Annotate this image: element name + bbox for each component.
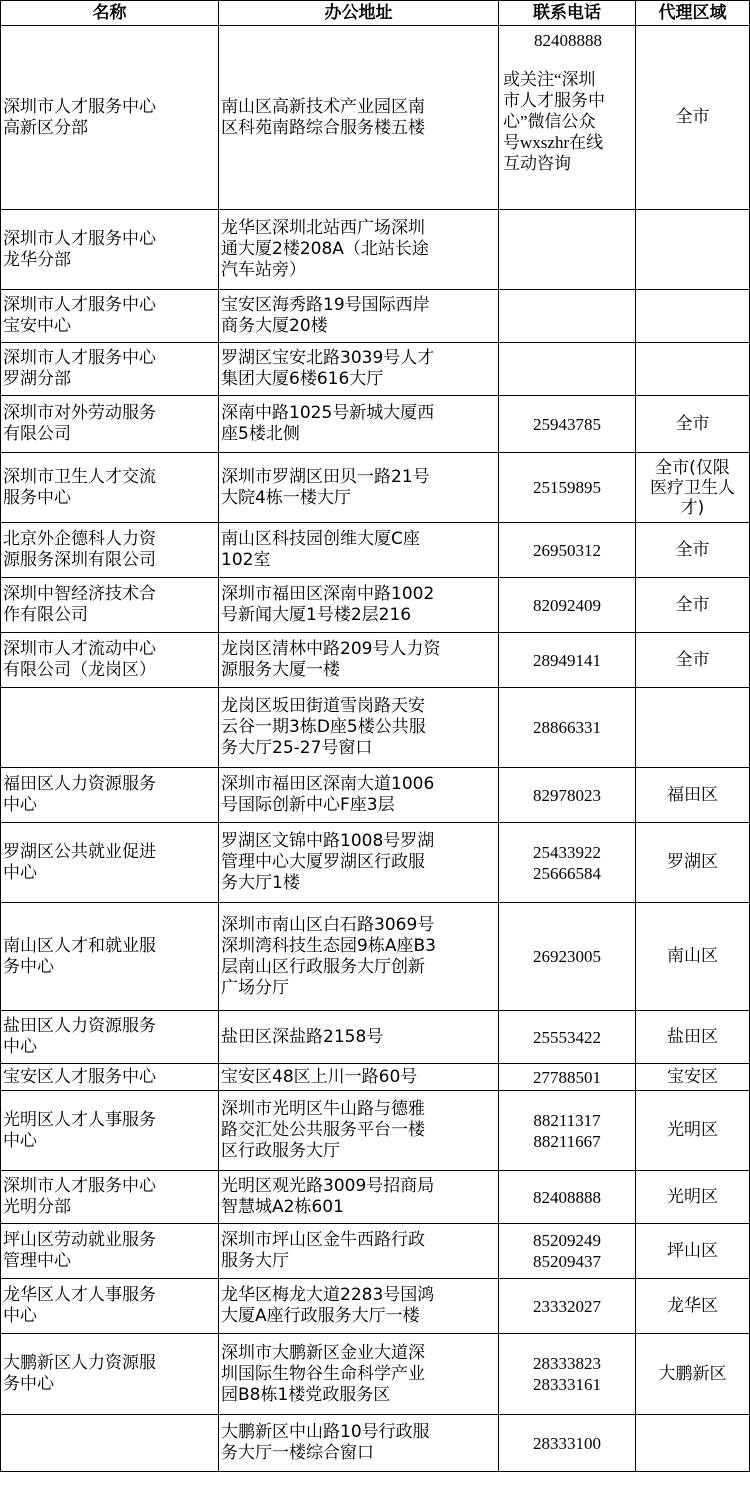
cell-line: 25943785	[533, 414, 601, 434]
cell-line: 大鹏新区中山路10号行政服	[221, 1422, 430, 1442]
cell-phone	[499, 210, 636, 290]
cell-address	[219, 343, 499, 396]
table-body	[1, 26, 750, 1472]
cell-line: 深圳市罗湖区田贝一路21号	[221, 466, 430, 487]
cell-address	[219, 578, 499, 633]
cell-line: 82978023	[533, 785, 601, 805]
cell-line: 全市	[675, 594, 710, 615]
cell-address	[219, 1279, 499, 1334]
cell-line: 福田区人力资源服务	[3, 774, 156, 794]
cell-line: 全市	[675, 649, 710, 670]
cell-line: 盐田区人力资源服务	[3, 1016, 156, 1036]
cell-line: 大院4栋一楼大厅	[221, 487, 351, 508]
cell-line: 全市	[675, 107, 710, 127]
cell-line: 深圳市福田区深南中路1002	[221, 584, 435, 604]
cell-area	[636, 453, 750, 523]
cell-line: 龙华分部	[3, 249, 71, 270]
cell-line: 圳国际生物谷生命科学产业	[221, 1363, 425, 1384]
cell-line: 管理中心大厦罗湖区行政服	[221, 852, 425, 872]
cell-line: 商务大厦20楼	[221, 316, 328, 336]
cell-line: 深圳市卫生人才交流	[3, 466, 156, 487]
cell-address	[219, 210, 499, 290]
cell-area	[636, 26, 750, 210]
cell-line: 28333823	[533, 1354, 601, 1373]
table-row	[1, 578, 750, 633]
phone-note-line: 市人才服务中	[503, 91, 605, 110]
table-row	[1, 343, 750, 396]
cell-line: 源服务深圳有限公司	[3, 550, 156, 570]
table-row	[1, 1224, 750, 1279]
cell-line: 深圳市人才服务中心	[3, 348, 156, 368]
cell-line: 龙华区梅龙大道2283号国鸿	[221, 1285, 435, 1305]
cell-phone	[499, 1224, 636, 1279]
cell-line: 光明分部	[3, 1197, 71, 1217]
table-row	[1, 633, 750, 688]
cell-line: 高新区分部	[3, 117, 88, 138]
phone-note-line: 号wxszhr在线	[503, 133, 604, 152]
cell-line: 28333161	[533, 1375, 601, 1394]
cell-phone	[499, 1064, 636, 1091]
cell-phone	[499, 453, 636, 523]
cell-phone	[499, 290, 636, 343]
cell-line: 务中心	[3, 956, 54, 977]
cell-line: 园B8栋1楼党政服务区	[221, 1384, 391, 1405]
table-row	[1, 1011, 750, 1064]
cell-line: 区行政服务大厅	[221, 1141, 340, 1161]
cell-line: 务大厅一楼综合窗口	[221, 1443, 374, 1463]
column-header-address: 办公地址	[219, 1, 499, 26]
cell-line: 务大厅1楼	[221, 873, 300, 893]
cell-line: 85209249	[533, 1231, 601, 1250]
cell-area	[636, 823, 750, 903]
cell-line: 光明区人才人事服务	[3, 1109, 156, 1130]
cell-line: 中心	[3, 1037, 37, 1057]
cell-line: 管理中心	[3, 1251, 71, 1271]
cell-phone	[499, 1091, 636, 1171]
cell-line: 深圳市人才服务中心	[3, 96, 156, 117]
column-header-phone: 联系电话	[499, 1, 636, 26]
cell-address	[219, 823, 499, 903]
cell-line: 宝安区海秀路19号国际西岸	[221, 295, 430, 315]
cell-line: 中心	[3, 1130, 37, 1151]
cell-line: 南山区	[667, 946, 718, 966]
cell-line: 宝安区	[667, 1066, 718, 1087]
cell-line: 罗湖区公共就业促进	[3, 841, 156, 862]
cell-line: 盐田区深盐路2158号	[221, 1026, 384, 1047]
cell-line: 南山区科技园创维大厦C座	[221, 529, 420, 549]
cell-line: 28949141	[533, 650, 601, 670]
cell-address	[219, 768, 499, 823]
cell-line: 龙华区人才人事服务	[3, 1285, 156, 1305]
cell-line: 深圳市人才服务中心	[3, 228, 156, 249]
cell-area	[636, 578, 750, 633]
cell-line: 大鹏新区	[658, 1363, 727, 1384]
cell-line: 龙岗区坂田街道雪岗路天安	[221, 696, 425, 716]
cell-line: 层南山区行政服务大厅创新	[221, 956, 425, 977]
cell-phone	[499, 1011, 636, 1064]
cell-area	[636, 1091, 750, 1171]
cell-address	[219, 1064, 499, 1091]
cell-line: 深圳湾科技生态园9栋A座B3	[221, 935, 436, 956]
cell-line: 龙岗区清林中路209号人力资	[221, 639, 441, 659]
cell-phone	[499, 1334, 636, 1415]
table-row	[1, 1415, 750, 1472]
cell-line: 号新闻大厦1号楼2层216	[221, 605, 412, 625]
phone-note-line: 互动咨询	[503, 154, 571, 173]
cell-line: 路交汇处公共服务平台一楼	[221, 1120, 425, 1140]
cell-phone	[499, 523, 636, 578]
phone-number: 82408888	[534, 31, 602, 50]
cell-name	[1, 1224, 219, 1279]
cell-line: 坪山区劳动就业服务	[3, 1230, 156, 1250]
table-row	[1, 1064, 750, 1091]
cell-area	[636, 343, 750, 396]
phone-note-line: 心”微信公众	[503, 112, 596, 131]
cell-line: 宝安中心	[3, 316, 71, 336]
cell-line: 光明区观光路3009号招商局	[221, 1176, 435, 1196]
cell-line: 102室	[221, 550, 271, 570]
cell-line: 罗湖区	[667, 852, 718, 872]
cell-phone	[499, 823, 636, 903]
column-header-area: 代理区域	[636, 1, 750, 26]
cell-line: 28333100	[533, 1433, 601, 1453]
table-row	[1, 1091, 750, 1171]
cell-line: 区科苑南路综合服务楼五楼	[221, 117, 425, 138]
cell-name	[1, 1091, 219, 1171]
cell-line: 广场分厅	[221, 977, 289, 998]
cell-address	[219, 523, 499, 578]
cell-line: 27788501	[533, 1067, 601, 1087]
cell-address	[219, 903, 499, 1011]
cell-name	[1, 523, 219, 578]
cell-phone	[499, 578, 636, 633]
cell-name	[1, 903, 219, 1011]
cell-line: 82092409	[533, 595, 601, 615]
cell-line: 南山区人才和就业服	[3, 935, 156, 956]
cell-address	[219, 1415, 499, 1472]
cell-phone	[499, 688, 636, 768]
cell-line: 深圳市人才流动中心	[3, 639, 156, 659]
cell-line: 深圳市光明区牛山路与德雅	[221, 1099, 425, 1119]
cell-name	[1, 688, 219, 768]
cell-phone	[499, 1279, 636, 1334]
cell-line: 集团大厦6楼616大厅	[221, 369, 384, 389]
cell-line: 25433922	[533, 842, 601, 862]
cell-phone	[499, 1171, 636, 1224]
cell-line: 智慧城A2栋601	[221, 1197, 344, 1217]
cell-line: 医疗卫生人	[650, 477, 735, 498]
cell-name	[1, 290, 219, 343]
cell-line: 服务中心	[3, 487, 71, 508]
cell-address	[219, 1011, 499, 1064]
table-row	[1, 396, 750, 453]
cell-line: 作有限公司	[3, 605, 88, 625]
cell-line: 通大厦2楼208A（北站长途	[221, 239, 429, 259]
cell-line: 25666584	[533, 863, 601, 883]
table-row	[1, 1171, 750, 1224]
cell-name	[1, 1279, 219, 1334]
cell-name	[1, 343, 219, 396]
cell-area	[636, 633, 750, 688]
cell-line: 82408888	[533, 1187, 601, 1207]
cell-address	[219, 453, 499, 523]
cell-area	[636, 210, 750, 290]
cell-line: 龙华区深圳北站西广场深圳	[221, 218, 425, 238]
cell-address	[219, 26, 499, 210]
cell-area	[636, 1415, 750, 1472]
cell-line: 88211667	[533, 1131, 601, 1151]
cell-line: 深圳中智经济技术合	[3, 584, 156, 604]
cell-line: 全市(仅限	[655, 457, 730, 478]
cell-line: 罗湖区文锦中路1008号罗湖	[221, 831, 435, 851]
cell-address	[219, 1334, 499, 1415]
cell-area	[636, 1171, 750, 1224]
cell-line: 23332027	[533, 1296, 601, 1316]
cell-phone	[499, 1415, 636, 1472]
cell-name	[1, 633, 219, 688]
cell-line: 才)	[680, 497, 705, 518]
cell-area	[636, 688, 750, 768]
table-row	[1, 1334, 750, 1415]
cell-line: 26950312	[533, 540, 601, 560]
cell-address	[219, 1091, 499, 1171]
cell-line: 盐田区	[667, 1026, 718, 1047]
cell-line: 号国际创新中心F座3层	[221, 795, 395, 815]
cell-name	[1, 1064, 219, 1091]
cell-line: 中心	[3, 795, 37, 815]
cell-name	[1, 26, 219, 210]
cell-phone	[499, 768, 636, 823]
cell-phone	[499, 26, 636, 210]
cell-line: 汽车站旁）	[221, 260, 306, 280]
cell-line: 务中心	[3, 1374, 54, 1394]
cell-name	[1, 453, 219, 523]
header-row	[1, 1, 750, 26]
table-row	[1, 903, 750, 1011]
cell-name	[1, 768, 219, 823]
cell-phone	[499, 343, 636, 396]
cell-area	[636, 768, 750, 823]
cell-name	[1, 1171, 219, 1224]
cell-line: 中心	[3, 1306, 37, 1326]
table-row	[1, 823, 750, 903]
cell-line: 88211317	[533, 1110, 601, 1130]
cell-line: 务大厅25-27号窗口	[221, 738, 373, 758]
cell-area	[636, 1279, 750, 1334]
cell-line: 罗湖区宝安北路3039号人才	[221, 348, 435, 368]
cell-line: 大鹏新区人力资源服	[3, 1353, 156, 1373]
cell-line: 深圳市人才服务中心	[3, 295, 156, 315]
table-row	[1, 688, 750, 768]
cell-line: 龙华区	[667, 1295, 718, 1316]
cell-name	[1, 396, 219, 453]
table-row	[1, 768, 750, 823]
cell-line: 深圳市对外劳动服务	[3, 403, 156, 423]
cell-line: 坪山区	[667, 1240, 718, 1261]
phone-note-line: 或关注“深圳	[503, 70, 596, 89]
cell-line: 源服务大厦一楼	[221, 660, 340, 680]
cell-name	[1, 1415, 219, 1472]
cell-line: 座5楼北侧	[221, 424, 300, 444]
cell-line: 深圳市南山区白石路3069号	[221, 914, 435, 935]
cell-area	[636, 523, 750, 578]
cell-name	[1, 823, 219, 903]
cell-line: 宝安区48区上川一路60号	[221, 1066, 418, 1087]
cell-area	[636, 1224, 750, 1279]
cell-line: 宝安区人才服务中心	[3, 1066, 156, 1087]
cell-line: 深圳市福田区深南大道1006	[221, 774, 435, 794]
cell-area	[636, 290, 750, 343]
cell-phone	[499, 903, 636, 1011]
cell-line: 服务大厅	[221, 1251, 289, 1271]
cell-phone	[499, 633, 636, 688]
cell-area	[636, 1064, 750, 1091]
table-row	[1, 523, 750, 578]
cell-name	[1, 578, 219, 633]
cell-address	[219, 688, 499, 768]
cell-address	[219, 396, 499, 453]
cell-area	[636, 903, 750, 1011]
column-header-name: 名称	[1, 1, 219, 26]
cell-line: 26923005	[533, 947, 601, 966]
cell-area	[636, 1011, 750, 1064]
cell-line: 全市	[675, 413, 710, 434]
cell-area	[636, 1334, 750, 1415]
cell-line: 光明区	[667, 1120, 718, 1140]
cell-line: 大厦A座行政服务大厅一楼	[221, 1306, 420, 1326]
cell-line: 有限公司	[3, 424, 71, 444]
cell-name	[1, 1334, 219, 1415]
table-row	[1, 210, 750, 290]
table-row	[1, 453, 750, 523]
cell-line: 25553422	[533, 1027, 601, 1047]
cell-line: 深圳市大鹏新区金业大道深	[221, 1342, 425, 1363]
cell-address	[219, 633, 499, 688]
cell-line: 全市	[675, 539, 710, 560]
cell-phone	[499, 396, 636, 453]
cell-line: 北京外企德科人力资	[3, 529, 156, 549]
cell-name	[1, 210, 219, 290]
cell-line: 深圳市坪山区金牛西路行政	[221, 1230, 425, 1250]
cell-address	[219, 1224, 499, 1279]
cell-line: 光明区	[667, 1186, 718, 1207]
cell-line: 深南中路1025号新城大厦西	[221, 403, 435, 423]
cell-line: 85209437	[533, 1252, 601, 1271]
cell-area	[636, 396, 750, 453]
cell-address	[219, 1171, 499, 1224]
cell-line: 有限公司（龙岗区）	[3, 660, 156, 680]
cell-line: 罗湖分部	[3, 369, 71, 389]
table-row	[1, 290, 750, 343]
cell-line: 25159895	[533, 478, 601, 497]
cell-line: 南山区高新技术产业园区南	[221, 96, 425, 117]
cell-line: 28866331	[533, 718, 601, 737]
table-row	[1, 1279, 750, 1334]
cell-name	[1, 1011, 219, 1064]
cell-line: 云谷一期3栋D座5楼公共服	[221, 717, 426, 737]
cell-address	[219, 290, 499, 343]
cell-line: 福田区	[667, 784, 718, 805]
cell-line: 深圳市人才服务中心	[3, 1176, 156, 1196]
table-row	[1, 26, 750, 210]
cell-line: 中心	[3, 862, 37, 883]
